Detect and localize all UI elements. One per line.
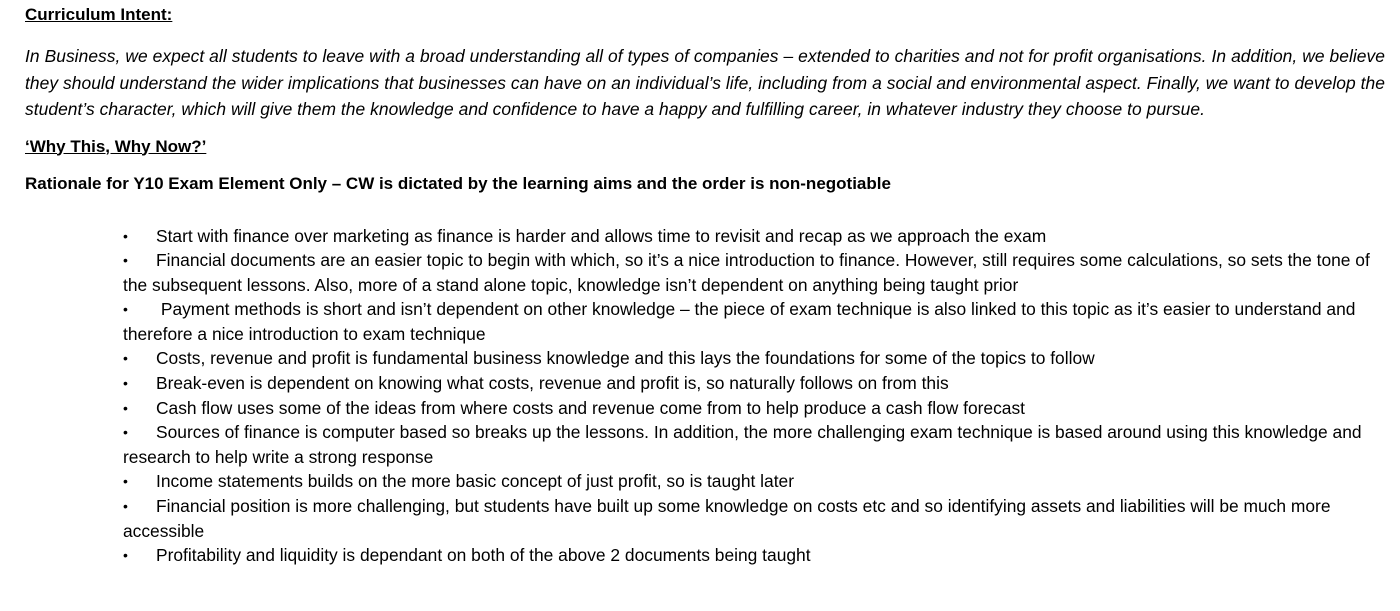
list-item-text: Cash flow uses some of the ideas from where costs and revenue come from to help produce a cash flow forecast [156,397,1025,418]
list-item [123,494,1385,543]
bullet-marker: • [123,424,128,441]
why-this-why-now-heading: ‘Why This, Why Now?’ [25,136,207,156]
list-item [123,297,1385,346]
bullet-marker: • [123,301,128,318]
list-item-text: Break-even is dependent on knowing what costs, revenue and profit is, so naturally follows on from this [156,373,949,394]
bullet-marker: • [123,375,128,392]
curriculum-intent-body: In Business, we expect all students to leave with a broad understanding all of types of companies – extended to charities and not for profit organisations. In addition, we believe they should understand the wider implications that businesses can have on an individual’s life, including from a social and environmental aspect. Finally, we want to develop the student’s character, which will give them the knowledge and confidence to have a happy and fulfilling career, in whatever industry they choose to pursue. [25,46,1385,119]
list-item [123,346,1385,371]
bullet-marker: • [123,227,128,244]
document-page [25,4,1385,568]
list-item [123,371,1385,396]
list-item [123,420,1385,469]
list-item-text: Start with finance over marketing as finance is harder and allows time to revisit and recap as we approach the exam [156,225,1047,246]
list-item [123,248,1385,297]
list-item [123,224,1385,249]
bullet-marker: • [123,547,128,564]
list-item [123,469,1385,494]
bullet-marker: • [123,350,128,367]
list-item-text: Payment methods is short and isn’t dependent on other knowledge – the piece of exam technique is also linked to this topic as it’s easier to understand and therefore a nice introduction to exam technique [123,299,1361,344]
bullet-marker: • [123,252,128,269]
list-item-text: Costs, revenue and profit is fundamental business knowledge and this lays the foundations for some of the topics to follow [156,348,1095,369]
list-item-text: Financial position is more challenging, but students have built up some knowledge on costs etc and so identifying assets and liabilities will be much more accessible [123,496,1331,541]
list-item-text: Sources of finance is computer based so breaks up the lessons. In addition, the more challenging exam technique is based around using this knowledge and research to help write a strong response [123,422,1362,467]
list-item-text: Financial documents are an easier topic to begin with which, so it’s a nice introduction to finance. However, still requires some calculations, so sets the tone of the subsequent lessons. Also, more of a stand alone topic, knowledge isn’t dependent on anything being taught prior [123,250,1370,295]
bullet-marker: • [123,473,128,490]
bullet-marker: • [123,399,128,416]
curriculum-intent-heading: Curriculum Intent: [25,5,173,24]
list-item-text: Profitability and liquidity is dependant on both of the above 2 documents being taught [156,545,811,566]
bullet-marker: • [123,498,128,515]
list-item [123,396,1385,421]
list-item [123,543,1385,568]
rationale-bullet-list [25,224,1385,568]
list-item-text: Income statements builds on the more basic concept of just profit, so is taught later [156,471,794,492]
rationale-heading: Rationale for Y10 Exam Element Only – CW is dictated by the learning aims and the order is non-negotiable [25,173,891,193]
